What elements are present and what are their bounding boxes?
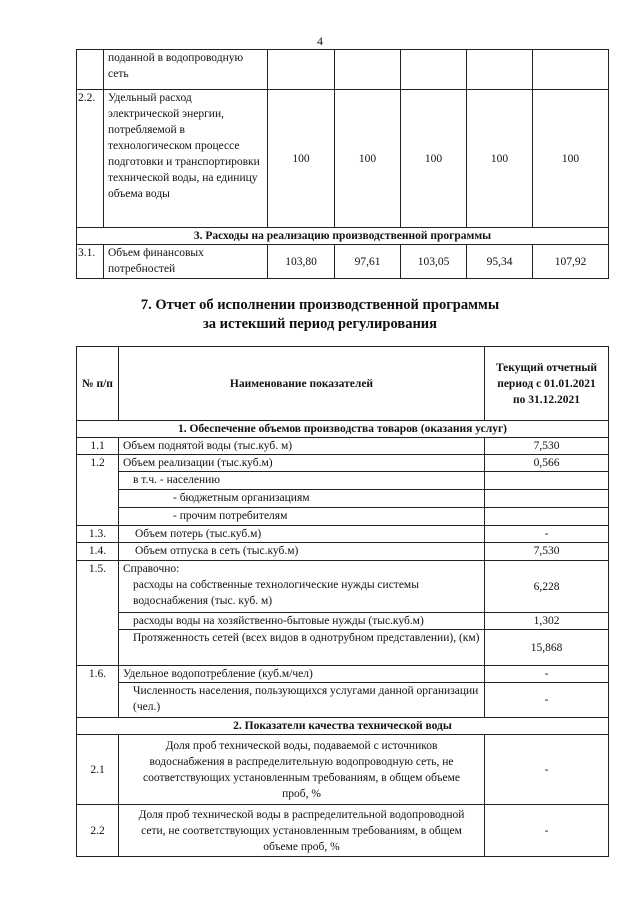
row-name: Доля проб технической воды в распределительной водопроводной сети, не соответствующих установленным требованиям, в общем объеме проб, %: [119, 805, 485, 857]
value-cell: 7,530: [485, 543, 609, 561]
value-cell: -: [485, 805, 609, 857]
row-name: Объем поднятой воды (тыс.куб. м): [119, 438, 485, 455]
row-number: 3.1.: [77, 245, 104, 279]
row-name: в т.ч. - населению: [119, 472, 485, 490]
row-name: Объем реализации (тыс.куб.м): [119, 455, 485, 472]
report-title: [0, 296, 640, 334]
value-cell: -: [485, 683, 609, 718]
value-cell: -: [485, 526, 609, 543]
row-name: Удельный расход электрической энергии, потребляемой в технологическом процессе подготовки и транспортировки технической воды, на единицу объема воды: [104, 90, 268, 228]
row-number: 1.4.: [77, 543, 119, 561]
report-title-line2: за истекший период регулирования: [202, 316, 438, 332]
value-cell: 107,92: [533, 245, 609, 279]
table-row: [77, 438, 609, 455]
value-cell: 7,530: [485, 438, 609, 455]
row-number: 1.5.: [77, 561, 119, 666]
row-name: Численность населения, пользующихся услугами данной организации (чел.): [119, 683, 485, 718]
row-name: Объем потерь (тыс.куб.м): [119, 526, 485, 543]
table-row: [77, 245, 609, 279]
header-row: [77, 347, 609, 421]
reference-label: Справочно:: [123, 563, 180, 575]
row-name: расходы воды на хозяйственно-бытовые нужды (тыс.куб.м): [119, 613, 485, 630]
row-number: 2.2: [77, 805, 119, 857]
value-cell: 103,05: [401, 245, 467, 279]
section-row: [77, 421, 609, 438]
section-heading: 3. Расходы на реализацию производственной программы: [77, 228, 609, 245]
table-row: [77, 561, 609, 613]
row-name: - бюджетным организациям: [119, 490, 485, 508]
value-cell: 100: [533, 90, 609, 228]
section-row: [77, 718, 609, 735]
report-title-line1: 7. Отчет об исполнении производственной программы: [140, 297, 500, 313]
table-row: [77, 613, 609, 630]
value-cell: 100: [401, 90, 467, 228]
table-row: [77, 50, 609, 90]
row-name: Удельное водопотребление (куб.м/чел): [119, 666, 485, 683]
table-row: [77, 735, 609, 805]
report-table: [76, 346, 609, 857]
row-name: Доля проб технической воды, подаваемой с источников водоснабжения в распределительную водопроводную сеть, не соответствующих установленным требованиям, в общем объеме проб, %: [119, 735, 485, 805]
table-row: [77, 666, 609, 683]
table-row: [77, 526, 609, 543]
table-row: [77, 543, 609, 561]
table-row: [77, 805, 609, 857]
table-row: [77, 455, 609, 472]
page-number: 4: [317, 34, 323, 48]
table-row: [77, 90, 609, 228]
row-name: Объем финансовых потребностей: [104, 245, 268, 279]
row-name: поданной в водопроводную сеть: [104, 50, 268, 90]
row-name: - прочим потребителям: [119, 508, 485, 526]
value-cell: -: [485, 735, 609, 805]
row-name: [119, 561, 485, 613]
table-row: [77, 630, 609, 666]
row-number: 1.1: [77, 438, 119, 455]
row-number: 1.3.: [77, 526, 119, 543]
value-cell: 1,302: [485, 613, 609, 630]
table-row: [77, 683, 609, 718]
value-cell: 95,34: [467, 245, 533, 279]
value-cell: 0,566: [485, 455, 609, 472]
row-number: 2.1: [77, 735, 119, 805]
program-indicators-table: [76, 49, 609, 279]
row-number: 2.2.: [77, 90, 104, 228]
header-num: № п/п: [77, 347, 119, 421]
row-number: 1.6.: [77, 666, 119, 718]
row-name-text: расходы на собственные технологические нужды системы водоснабжения (тыс. куб. м): [133, 579, 419, 607]
row-name: Протяженность сетей (всех видов в однотрубном представлении), (км): [119, 630, 485, 666]
table-row: [77, 508, 609, 526]
row-name: Объем отпуска в сеть (тыс.куб.м): [119, 543, 485, 561]
value-cell: 100: [335, 90, 401, 228]
row-number: 1.2: [77, 455, 119, 526]
value-cell: -: [485, 666, 609, 683]
value-cell: 100: [467, 90, 533, 228]
table-row: [77, 490, 609, 508]
section-heading: 1. Обеспечение объемов производства товаров (оказания услуг): [77, 421, 609, 438]
table-row: [77, 472, 609, 490]
header-period: Текущий отчетный период с 01.01.2021 по 31.12.2021: [485, 347, 609, 421]
section-heading: 2. Показатели качества технической воды: [77, 718, 609, 735]
value-cell: 103,80: [268, 245, 335, 279]
value-cell: 100: [268, 90, 335, 228]
section-row: [77, 228, 609, 245]
header-name: Наименование показателей: [119, 347, 485, 421]
value-cell: 15,868: [485, 630, 609, 666]
value-cell: 6,228: [485, 561, 609, 613]
value-cell: 97,61: [335, 245, 401, 279]
